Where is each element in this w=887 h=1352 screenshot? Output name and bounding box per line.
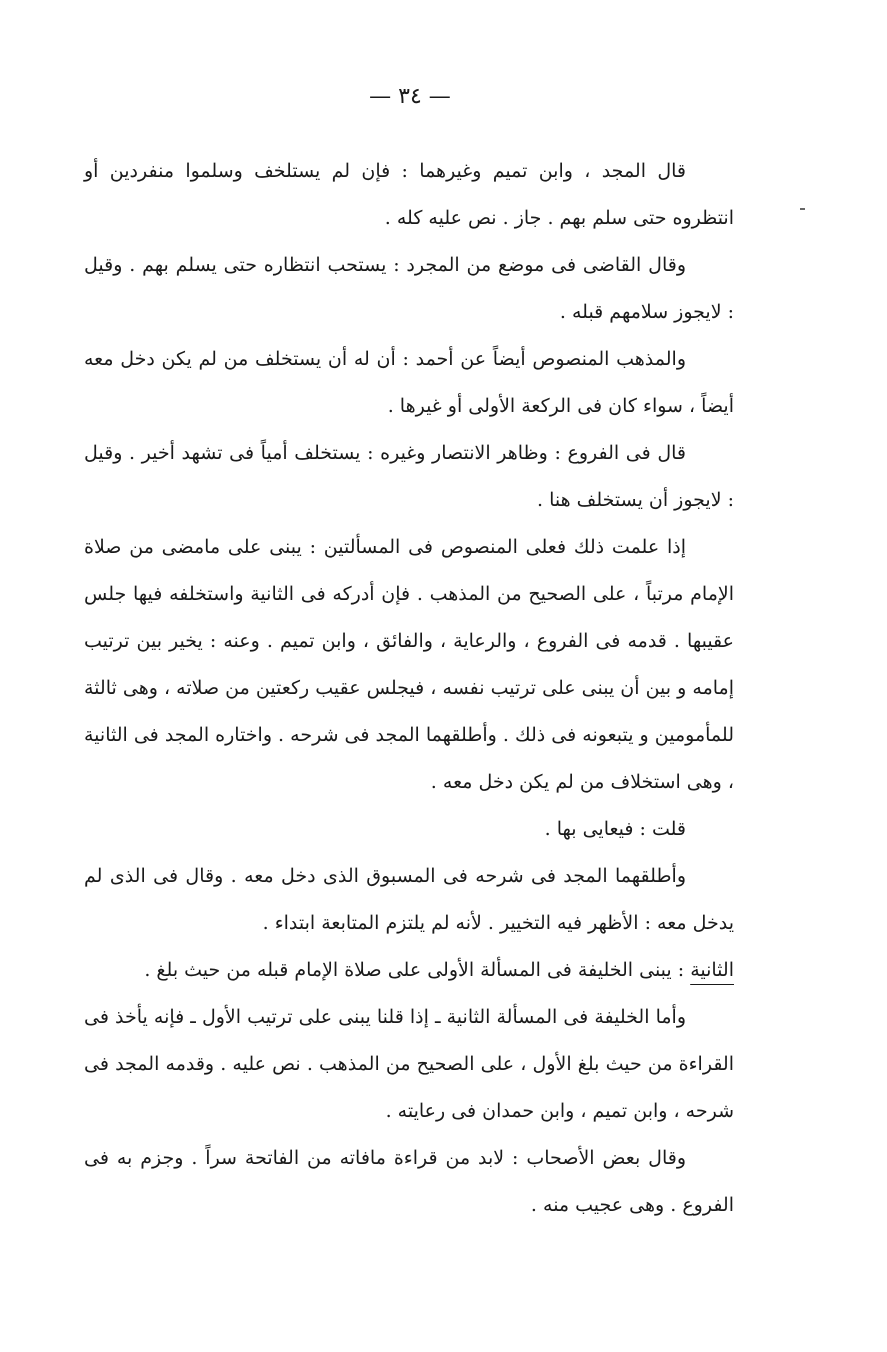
text-body	[84, 148, 734, 1229]
paragraph: إذا علمت ذلك فعلى المنصوص فى المسألتين : يبنى على مامضى من صلاة الإمام مرتباً ، على الصحيح من المذهب . فإن أدركه فى الثانية واستخلفه فيها جلس عقيبها . قدمه فى الفروع ، والرعاية ، والفائق ، وابن تميم . وعنه : يخير بين ترتيب إمامه و بين أن يبنى على ترتيب نفسه ، فيجلس عقيب ركعتين من صلاته ، وهى ثالثة للمأمومين و يتبعونه فى ذلك . وأطلقهما المجد فى شرحه . واختاره المجد فى الثانية ، وهى استخلاف من لم يكن دخل معه .	[84, 536, 734, 793]
paragraph: والمذهب المنصوص أيضاً عن أحمد : أن له أن يستخلف من لم يكن دخل معه أيضاً ، سواء كان فى الركعة الأولى أو غيرها .	[84, 348, 734, 417]
paragraph: وقال بعض الأصحاب : لابد من قراءة مافاته من الفاتحة سراً . وجزم به فى الفروع . وهى عجيب منه .	[84, 1147, 734, 1216]
page-number: — ٣٤ —	[369, 84, 451, 109]
paragraph: وأطلقهما المجد فى شرحه فى المسبوق الذى دخل معه . وقال فى الذى لم يدخل معه : الأظهر فيه التخيير . لأنه لم يلتزم المتابعة ابتداء .	[84, 865, 734, 934]
paragraph: قال فى الفروع : وظاهر الانتصار وغيره : يستخلف أمياً فى تشهد أخير . وقيل : لايجوز أن يستخلف هنا .	[84, 442, 734, 511]
paragraph	[84, 947, 734, 994]
paragraph: قال المجد ، وابن تميم وغيرهما : فإن لم يستلخف وسلموا منفردين أو انتظروه حتى سلم بهم . جاز . نص عليه كله .	[84, 160, 734, 229]
margin-mark	[800, 208, 805, 210]
paragraph: قلت : فيعايى بها .	[544, 818, 686, 840]
paragraph: وأما الخليفة فى المسألة الثانية ـ إذا قلنا يبنى على ترتيب الأول ـ فإنه يأخذ فى القراءة من حيث بلغ الأول ، على الصحيح من المذهب . نص عليه . وقدمه المجد فى شرحه ، وابن تميم ، وابن حمدان فى رعايته .	[84, 1006, 734, 1122]
paragraph: وقال القاضى فى موضع من المجرد : يستحب انتظاره حتى يسلم بهم . وقيل : لايجوز سلامهم قبله .	[84, 254, 734, 323]
section-heading: الثانية	[690, 959, 734, 981]
paragraph-text: : يبنى الخليفة فى المسألة الأولى على صلاة الإمام قبله من حيث بلغ .	[144, 959, 685, 981]
